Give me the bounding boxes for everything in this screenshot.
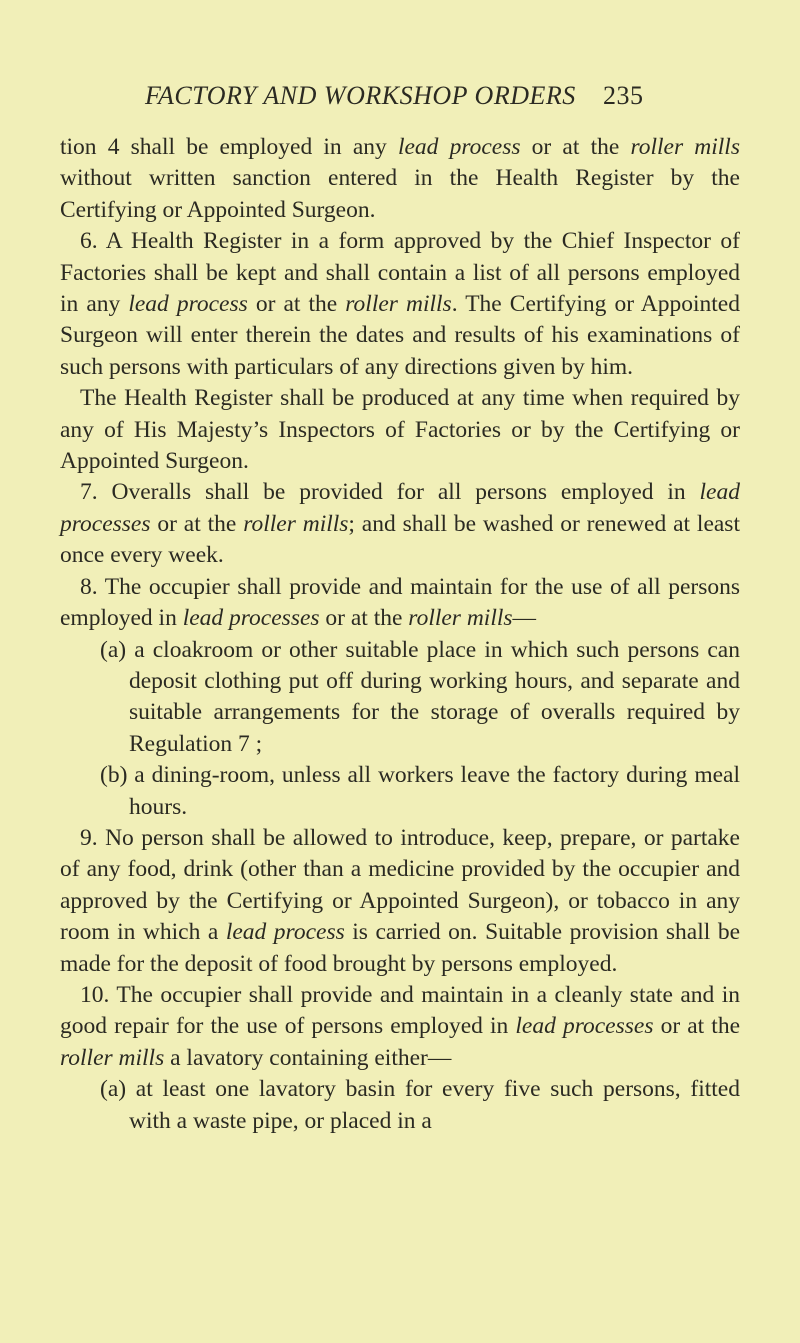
- running-header: [145, 80, 644, 112]
- paragraph-10a: (a) at least one lavatory basin for every five such persons, fitted with a waste pipe, or placed in a: [100, 1076, 740, 1134]
- paragraph-6: 6. A Health Register in a form approved by the Chief Inspector of Factories shall be kept and shall contain a list of all persons employed in any lead process or at the roller mills. The Certifying or Appointed Surgeon will enter therein the dates and results of his examinations of such persons with particulars of any directions given by him.: [60, 228, 740, 380]
- paragraph-8b: (b) a dining-room, unless all workers leave the factory during meal hours.: [100, 762, 740, 820]
- paragraph-10: 10. The occupier shall provide and maintain in a cleanly state and in good repair for the use of persons employed in lead processes or at the roller mills a lavatory containing either—: [60, 981, 740, 1071]
- paragraph-continued: tion 4 shall be employed in any lead process or at the roller mills without written sanction entered in the Health Register by the Certifying or Appointed Surgeon.: [60, 134, 740, 223]
- paragraph-6-register: The Health Register shall be produced at any time when required by any of His Majesty’s Inspectors of Factories or by the Certifying or Appointed Surgeon.: [60, 385, 740, 475]
- page-number: 235: [603, 81, 644, 110]
- paragraph-8: 8. The occupier shall provide and maintain for the use of all persons employed in lead processes or at the roller mills—: [60, 573, 740, 632]
- body-text: [60, 132, 740, 1137]
- paragraph-7: 7. Overalls shall be provided for all persons employed in lead processes or at the roller mills; and shall be washed or renewed at least once every week.: [60, 479, 740, 569]
- running-title: FACTORY AND WORKSHOP ORDERS: [145, 81, 576, 110]
- paragraph-8a: (a) a cloakroom or other suitable place in which such persons can deposit clothing put off during working hours, and separate and suitable arrangements for the storage of overalls required by Regulation 7 ;: [100, 636, 740, 757]
- paragraph-9: 9. No person shall be allowed to introduce, keep, prepare, or partake of any food, drink (other than a medicine provided by the occupier and approved by the Certifying or Appointed Surgeon), or tobacco in any room in which a lead process is carried on. Suitable provision shall be made for the deposit of food brought by persons employed.: [60, 824, 740, 977]
